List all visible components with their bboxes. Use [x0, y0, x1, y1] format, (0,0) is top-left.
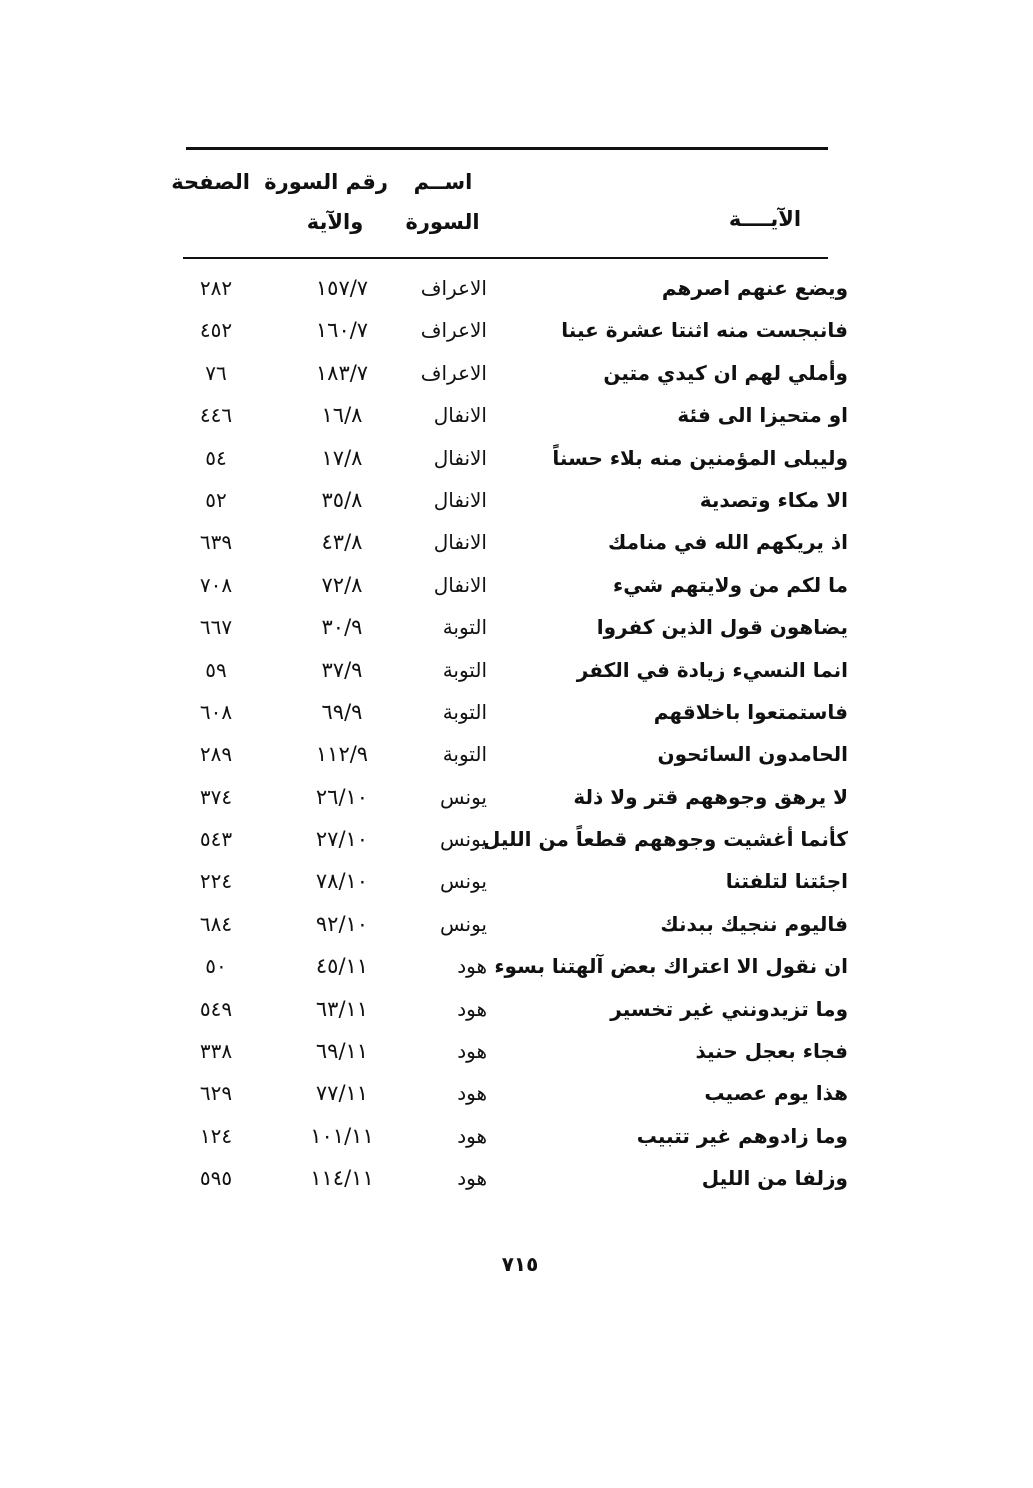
aya-text-cell: ان نقول الا اعتراك بعض آلهتنا بسوء — [494, 954, 848, 979]
table-row — [180, 270, 850, 312]
sura-name-cell: الانفال — [433, 572, 487, 597]
table-row — [180, 906, 850, 948]
page-cell: ٥٩ — [205, 657, 227, 682]
table-row — [180, 312, 850, 354]
page-cell: ٥٩٥ — [199, 1166, 233, 1191]
page-cell: ٦٨٤ — [199, 911, 233, 936]
page-cell: ٥٤٩ — [199, 996, 233, 1021]
table-row — [180, 1160, 850, 1202]
page-cell: ٢٨٩ — [199, 742, 233, 767]
sura-name-cell: الانفال — [433, 403, 487, 428]
table-row — [180, 440, 850, 482]
page-cell: ٧٠٨ — [199, 572, 233, 597]
sura-aya-number-cell: ٦٣/١١ — [315, 996, 369, 1021]
page-cell: ١٢٤ — [199, 1123, 233, 1148]
sura-name-cell: التوبة — [442, 699, 487, 724]
table-row — [180, 652, 850, 694]
aya-text-cell: او متحيزا الى فئة — [677, 403, 848, 428]
sura-name-cell: يونس — [440, 827, 487, 852]
table-row — [180, 779, 850, 821]
aya-text-cell: فاليوم ننجيك ببدنك — [660, 911, 848, 936]
sura-aya-number-cell: ١١٤/١١ — [310, 1166, 374, 1191]
sura-name-cell: هود — [457, 1166, 487, 1191]
header-number-label-line2: والآية — [306, 210, 364, 234]
table-row — [180, 397, 850, 439]
aya-text-cell: وزلفا من الليل — [701, 1166, 848, 1191]
sura-aya-number-cell: ١٦/٨ — [321, 403, 363, 428]
sura-aya-number-cell: ٩٢/١٠ — [315, 911, 369, 936]
page-cell: ٢٨٢ — [199, 276, 233, 300]
sura-name-cell: التوبة — [442, 657, 487, 682]
sura-aya-number-cell: ١٦٠/٧ — [315, 318, 369, 343]
table-row — [180, 1118, 850, 1160]
sura-aya-number-cell: ٦٩/٩ — [321, 699, 363, 724]
sura-aya-number-cell: ١٠١/١١ — [310, 1123, 374, 1148]
sura-name-cell: يونس — [440, 911, 487, 936]
sura-name-cell: هود — [457, 1123, 487, 1148]
sura-aya-number-cell: ١٨٣/٧ — [315, 360, 369, 385]
page-cell: ٥٤٣ — [199, 827, 233, 852]
table-row — [180, 736, 850, 778]
aya-text-cell: اذ يريكهم الله في منامك — [608, 530, 848, 555]
sura-aya-number-cell: ٧٢/٨ — [321, 572, 363, 597]
sura-name-cell: الاعراف — [420, 276, 487, 300]
sura-aya-number-cell: ٧٨/١٠ — [315, 869, 369, 894]
aya-text-cell: ويضع عنهم اصرهم — [661, 276, 848, 300]
sura-name-cell: هود — [457, 1039, 487, 1064]
aya-text-cell: وما زادوهم غير تتبيب — [636, 1123, 848, 1148]
aya-text-cell: كأنما أغشيت وجوههم قطعاً من الليل — [482, 827, 848, 852]
header-sura-label: اســم — [413, 170, 473, 194]
sura-name-cell: هود — [457, 1081, 487, 1106]
page-cell: ٧٦ — [205, 360, 227, 385]
page-cell: ٥٠ — [205, 954, 227, 979]
sura-name-cell: الانفال — [433, 487, 487, 512]
sura-aya-number-cell: ١٥٧/٧ — [315, 276, 369, 300]
table-row — [180, 863, 850, 905]
page-cell: ٥٤ — [205, 445, 227, 470]
header-sura-label-line2: السورة — [405, 210, 480, 234]
sura-name-cell: الاعراف — [420, 318, 487, 343]
top-rule — [186, 147, 828, 150]
sura-aya-number-cell: ٣٧/٩ — [321, 657, 363, 682]
sura-aya-number-cell: ٣٠/٩ — [321, 615, 363, 640]
aya-text-cell: ما لكم من ولايتهم شيء — [613, 572, 848, 597]
table-row — [180, 821, 850, 863]
page-cell: ٣٧٤ — [199, 784, 233, 809]
page-cell: ٤٥٢ — [199, 318, 233, 343]
page-cell: ٦٣٩ — [199, 530, 233, 555]
sura-aya-number-cell: ٢٧/١٠ — [315, 827, 369, 852]
page-cell: ٦٠٨ — [199, 699, 233, 724]
table-row — [180, 1075, 850, 1117]
aya-text-cell: الحامدون السائحون — [657, 742, 848, 767]
sura-aya-number-cell: ٢٦/١٠ — [315, 784, 369, 809]
sura-aya-number-cell: ١١٢/٩ — [315, 742, 369, 767]
table-row — [180, 482, 850, 524]
sura-name-cell: هود — [457, 954, 487, 979]
table-row — [180, 694, 850, 736]
header-rule — [183, 257, 828, 259]
aya-text-cell: فجاء بعجل حنيذ — [695, 1039, 848, 1064]
page-cell: ٤٤٦ — [199, 403, 233, 428]
aya-text-cell: وليبلى المؤمنين منه بلاء حسناً — [552, 445, 848, 470]
page-number: ٧١٥ — [501, 1252, 539, 1276]
sura-name-cell: التوبة — [442, 615, 487, 640]
table-row — [180, 1033, 850, 1075]
sura-name-cell: يونس — [440, 869, 487, 894]
sura-aya-number-cell: ١٧/٨ — [321, 445, 363, 470]
sura-aya-number-cell: ٤٣/٨ — [321, 530, 363, 555]
page-cell: ٦٦٧ — [199, 615, 233, 640]
header-number-label: رقم السورة — [264, 170, 388, 194]
header-aya-label: الآيــــة — [728, 207, 802, 231]
sura-name-cell: الانفال — [433, 530, 487, 555]
sura-name-cell: الاعراف — [420, 360, 487, 385]
sura-name-cell: يونس — [440, 784, 487, 809]
table-row — [180, 355, 850, 397]
sura-aya-number-cell: ٧٧/١١ — [315, 1081, 369, 1106]
sura-aya-number-cell: ٣٥/٨ — [321, 487, 363, 512]
page-cell: ٥٢ — [205, 487, 227, 512]
page-cell: ٦٢٩ — [199, 1081, 233, 1106]
table-row — [180, 524, 850, 566]
sura-aya-number-cell: ٤٥/١١ — [315, 954, 369, 979]
table-row — [180, 948, 850, 990]
table-row — [180, 609, 850, 651]
aya-text-cell: يضاهون قول الذين كفروا — [596, 615, 848, 640]
aya-text-cell: لا يرهق وجوههم قتر ولا ذلة — [573, 784, 848, 809]
aya-text-cell: الا مكاء وتصدية — [699, 487, 848, 512]
sura-name-cell: التوبة — [442, 742, 487, 767]
page-cell: ٢٢٤ — [199, 869, 233, 894]
aya-text-cell: انما النسيء زيادة في الكفر — [576, 657, 848, 682]
aya-text-cell: فاستمتعوا باخلاقهم — [653, 699, 848, 724]
sura-aya-number-cell: ٦٩/١١ — [315, 1039, 369, 1064]
aya-text-cell: فانبجست منه اثنتا عشرة عينا — [561, 318, 848, 343]
aya-text-cell: اجئتنا لتلفتنا — [725, 869, 848, 894]
aya-text-cell: هذا يوم عصيب — [704, 1081, 848, 1106]
page-cell: ٣٣٨ — [199, 1039, 233, 1064]
index-table — [180, 270, 850, 1203]
table-row — [180, 567, 850, 609]
aya-text-cell: وما تزيدونني غير تخسير — [610, 996, 848, 1021]
table-row — [180, 991, 850, 1033]
sura-name-cell: هود — [457, 996, 487, 1021]
aya-text-cell: وأملي لهم ان كيدي متين — [603, 360, 848, 385]
sura-name-cell: الانفال — [433, 445, 487, 470]
header-page-label: الصفحة — [171, 170, 250, 194]
